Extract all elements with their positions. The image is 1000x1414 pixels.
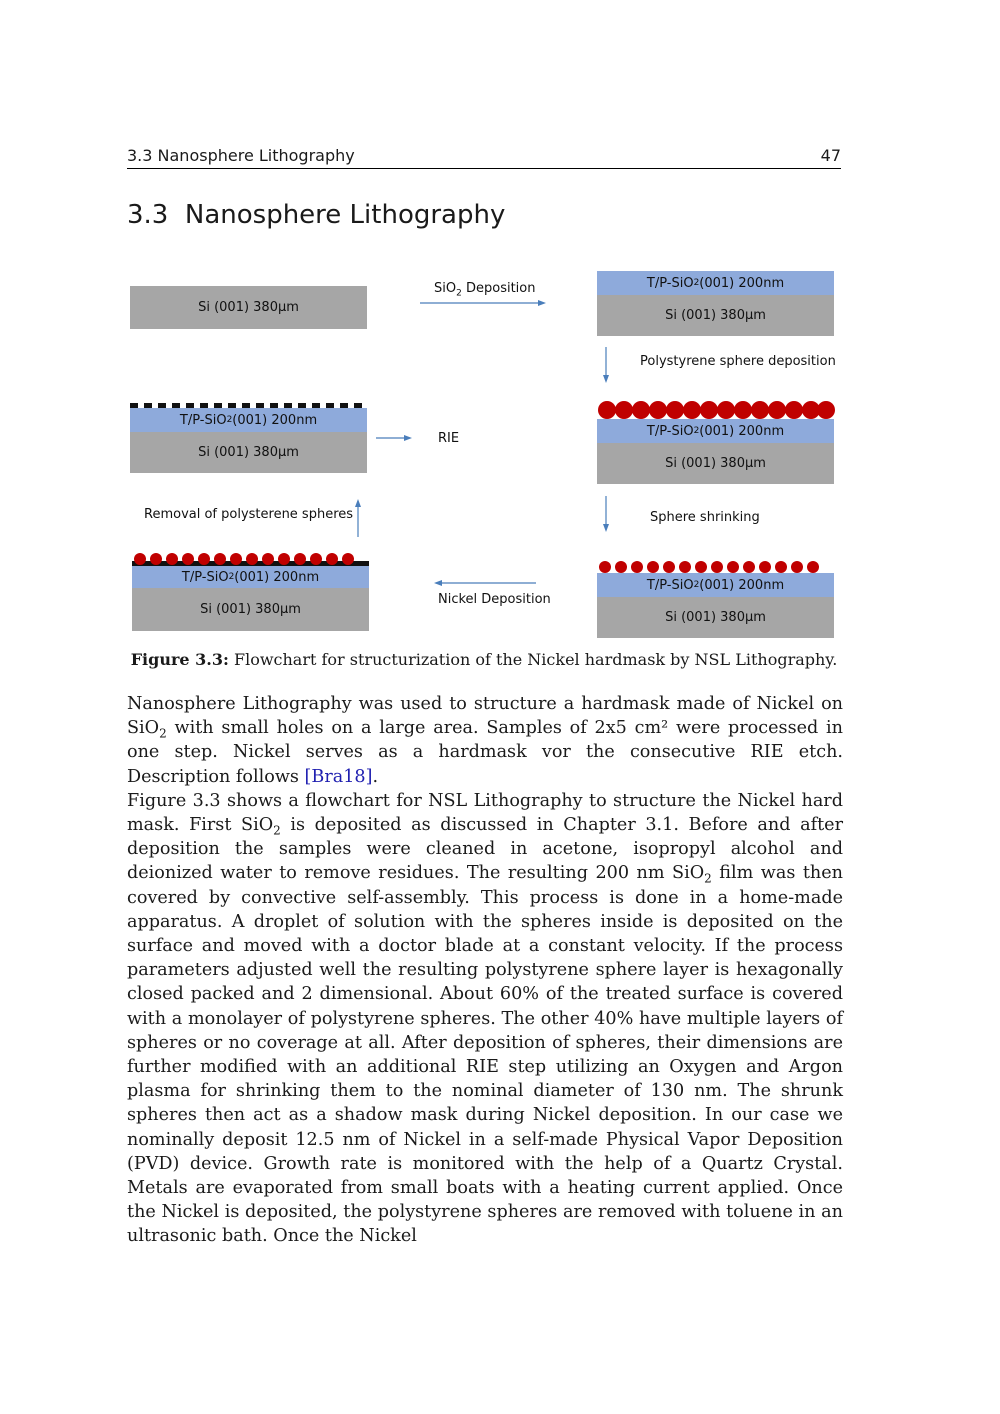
step-nickel-label: Nickel Deposition — [438, 592, 551, 607]
citation-link[interactable]: [Bra18] — [304, 766, 373, 787]
stack3-si-layer: Si (001) 380µm — [597, 443, 834, 484]
paragraph-2: Figure 3.3 shows a flowchart for NSL Lithography to structure the Nickel hard mask. First SiO$_2$ is deposited as discussed in Chapter 3.1. Before and after deposition the samples were cleaned in acetone, isopropyl alcohol and deionized water to remove residues. The resulting 200 nm SiO$_2$ film was then covered by convective self-assembly. This process is done in a home-made apparatus. A droplet of solution with the spheres inside is deposited on the surface and moved with a doctor blade at a constant velocity. If the process parameters adjusted well the resulting polystyrene sphere layer is hexagonally closed packed and 2 dimensional. About 60% of the treated surface is covered with a monolayer of polystyrene spheres. The other 40% have multiple layers of spheres or no coverage at all. After deposition of spheres, their dimensions are further modified with an additional RIE step utilizing an Oxygen and Argon plasma for shrinking them to the nominal diameter of 130 nm. The shrunk spheres then act as a shadow mask during Nickel deposition. In our case we nominally deposit 12.5 nm of Nickel in a self-made Physical Vapor Deposition (PVD) device. Growth rate is monitored with the help of a Quartz Crystal. Metals are evaporated from small boats with a heating current applied. Once the Nickel is deposited, the polystyrene spheres are removed with toluene in an ultrasonic bath. Once the Nickel — [127, 790, 843, 1247]
stack2-si-layer: Si (001) 380µm — [597, 295, 834, 336]
stack5-sio2-layer: T/P-SiO 2 (001) 200nm — [132, 566, 369, 588]
stack1-si-layer: Si (001) 380µm — [130, 286, 367, 329]
stack3-polystyrene-spheres — [597, 400, 837, 420]
stack6-si-layer: Si (001) 380µm — [130, 432, 367, 473]
stack3-sio2-layer: T/P-SiO 2 (001) 200nm — [597, 419, 834, 443]
flowchart-figure — [0, 0, 1000, 650]
stack4-shrunk-spheres — [597, 560, 837, 574]
body-text — [127, 692, 843, 1249]
section-number: 3.3 — [127, 200, 169, 230]
stack2-sio2-layer: T/P-SiO 2 (001) 200nm — [597, 271, 834, 295]
paragraph-1: Nanosphere Lithography was used to structure a hardmask made of Nickel on SiO$_2$ with small holes on a large area. Samples of 2x5 cm² were processed in one step. Nickel serves as a hardmask vor the consecutive RIE etch. Description follows [Bra18]. — [127, 694, 843, 787]
step-removal-label: Removal of polysterene spheres — [144, 507, 354, 522]
page-number: 47 — [820, 146, 841, 165]
arrow-right-icon — [418, 297, 548, 309]
arrow-down-icon — [600, 494, 612, 534]
section-title-text: Nanosphere Lithography — [184, 200, 506, 230]
stack4-si-layer: Si (001) 380µm — [597, 597, 834, 638]
step-rie-label: RIE — [438, 431, 460, 446]
arrow-down-icon — [600, 345, 612, 385]
step-shrinking-label: Sphere shrinking — [650, 510, 760, 525]
figure-caption-label: Figure 3.3: — [130, 650, 229, 669]
step-sio2-deposition-label: SiO$_2$ Deposition — [434, 281, 536, 299]
arrow-up-icon — [352, 497, 364, 539]
arrow-left-icon — [432, 577, 538, 589]
stack4-sio2-layer: T/P-SiO 2 (001) 200nm — [597, 573, 834, 597]
stack5-si-layer: Si (001) 380µm — [132, 588, 369, 631]
step-polystyrene-label: Polystyrene sphere deposition — [640, 354, 836, 369]
stack6-sio2-layer: T/P-SiO 2 (001) 200nm — [130, 408, 367, 432]
figure-caption-text: Flowchart for structurization of the Nickel hardmask by NSL Lithography. — [233, 650, 838, 669]
running-header-section: 3.3 Nanosphere Lithography — [127, 146, 355, 165]
figure-caption — [127, 650, 841, 669]
arrow-right-icon — [374, 432, 414, 444]
